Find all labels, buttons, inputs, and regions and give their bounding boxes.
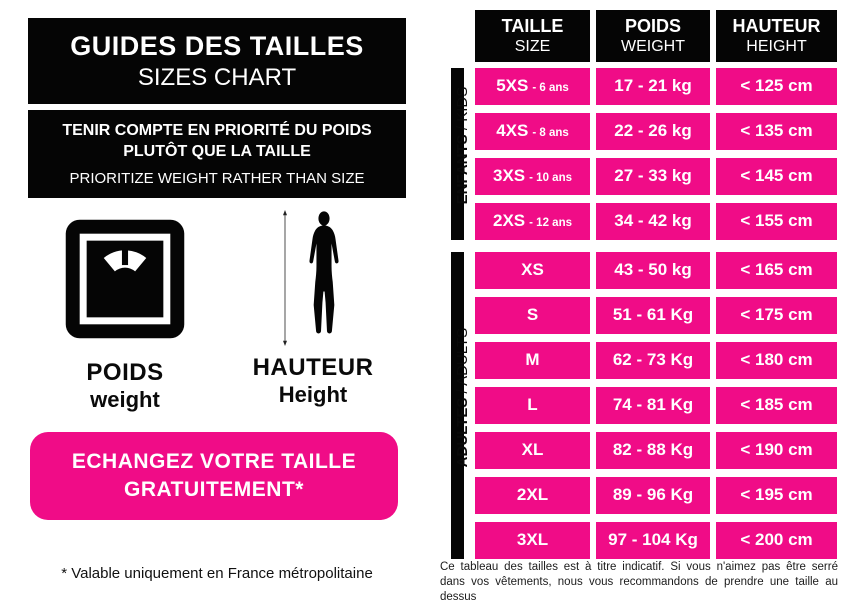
size-cell: S bbox=[475, 297, 590, 334]
weight-label-en: weight bbox=[90, 387, 160, 412]
page-title-fr: GUIDES DES TAILLES bbox=[70, 30, 364, 61]
weight-label-fr: POIDS bbox=[86, 359, 164, 386]
height-cell: < 165 cm bbox=[716, 252, 837, 289]
height-cell: < 180 cm bbox=[716, 342, 837, 379]
table-row bbox=[475, 342, 837, 379]
size-cell: 3XL bbox=[475, 522, 590, 559]
human-height-icon bbox=[277, 210, 349, 346]
page-title bbox=[28, 18, 406, 104]
human-silhouette-icon bbox=[299, 210, 349, 346]
bathroom-scale-icon bbox=[64, 218, 186, 345]
height-cell: < 200 cm bbox=[716, 522, 837, 559]
adults-rows bbox=[475, 252, 837, 567]
notice-fr: TENIR COMPTE EN PRIORITÉ DU POIDS PLUTÔT QUE LA TAILLE bbox=[62, 122, 372, 160]
adults-section-rail bbox=[427, 252, 471, 559]
height-cell: < 135 cm bbox=[716, 113, 837, 150]
weight-cell: 74 - 81 Kg bbox=[596, 387, 710, 424]
priority-notice bbox=[28, 110, 406, 198]
weight-cell: 34 - 42 kg bbox=[596, 203, 710, 240]
kids-section-rail bbox=[427, 68, 471, 240]
exchange-size-button[interactable]: ECHANGEZ VOTRE TAILLE GRATUITEMENT* bbox=[30, 432, 398, 520]
height-label-fr: HAUTEUR bbox=[252, 354, 374, 381]
weight-cell: 82 - 88 Kg bbox=[596, 432, 710, 469]
size-cell: 3XS - 10 ans bbox=[475, 158, 590, 195]
header-cell-weight: POIDS WEIGHT bbox=[596, 10, 710, 62]
size-cell: L bbox=[475, 387, 590, 424]
adults-section-label: ADULTES / ADULTS bbox=[454, 327, 471, 467]
footnote: * Valable uniquement en France métropolitaine bbox=[61, 565, 373, 582]
height-cell: < 175 cm bbox=[716, 297, 837, 334]
header-cell-size: TAILLE SIZE bbox=[475, 10, 590, 62]
weight-cell: 17 - 21 kg bbox=[596, 68, 710, 105]
size-cell: 2XL bbox=[475, 477, 590, 514]
kids-rows bbox=[475, 68, 837, 248]
height-cell: < 190 cm bbox=[716, 432, 837, 469]
table-row bbox=[475, 432, 837, 469]
table-row bbox=[475, 477, 837, 514]
table-disclaimer: Ce tableau des tailles est à titre indicatif. Si vous n'aimez pas être serré dans vos vêtements, nous vous recommandons de prendre une taille au dessus bbox=[440, 561, 838, 604]
kids-section-label: ENFANTS / KIDS bbox=[454, 86, 471, 205]
weight-cell: 51 - 61 Kg bbox=[596, 297, 710, 334]
weight-cell: 89 - 96 Kg bbox=[596, 477, 710, 514]
table-row bbox=[475, 158, 837, 195]
weight-cell: 97 - 104 Kg bbox=[596, 522, 710, 559]
height-cell: < 155 cm bbox=[716, 203, 837, 240]
size-cell: 2XS - 12 ans bbox=[475, 203, 590, 240]
weight-legend bbox=[40, 218, 210, 413]
height-label-en: Height bbox=[278, 382, 348, 407]
size-cell: XL bbox=[475, 432, 590, 469]
size-cell: 4XS - 8 ans bbox=[475, 113, 590, 150]
table-row bbox=[475, 297, 837, 334]
size-cell: M bbox=[475, 342, 590, 379]
weight-cell: 43 - 50 kg bbox=[596, 252, 710, 289]
table-row bbox=[475, 68, 837, 105]
weight-cell: 22 - 26 kg bbox=[596, 113, 710, 150]
height-arrow-icon bbox=[277, 210, 293, 346]
table-row bbox=[475, 252, 837, 289]
header-cell-height: HAUTEUR HEIGHT bbox=[716, 10, 837, 62]
height-cell: < 145 cm bbox=[716, 158, 837, 195]
table-row bbox=[475, 203, 837, 240]
size-cell: XS bbox=[475, 252, 590, 289]
height-cell: < 185 cm bbox=[716, 387, 837, 424]
table-row bbox=[475, 522, 837, 559]
weight-cell: 62 - 73 Kg bbox=[596, 342, 710, 379]
size-cell: 5XS - 6 ans bbox=[475, 68, 590, 105]
table-row bbox=[475, 113, 837, 150]
height-cell: < 125 cm bbox=[716, 68, 837, 105]
weight-cell: 27 - 33 kg bbox=[596, 158, 710, 195]
page-title-en: SIZES CHART bbox=[137, 63, 297, 91]
table-row bbox=[475, 387, 837, 424]
height-legend bbox=[248, 210, 378, 408]
table-header-row bbox=[475, 10, 837, 62]
notice-en: PRIORITIZE WEIGHT RATHER THAN SIZE bbox=[69, 169, 365, 187]
height-cell: < 195 cm bbox=[716, 477, 837, 514]
